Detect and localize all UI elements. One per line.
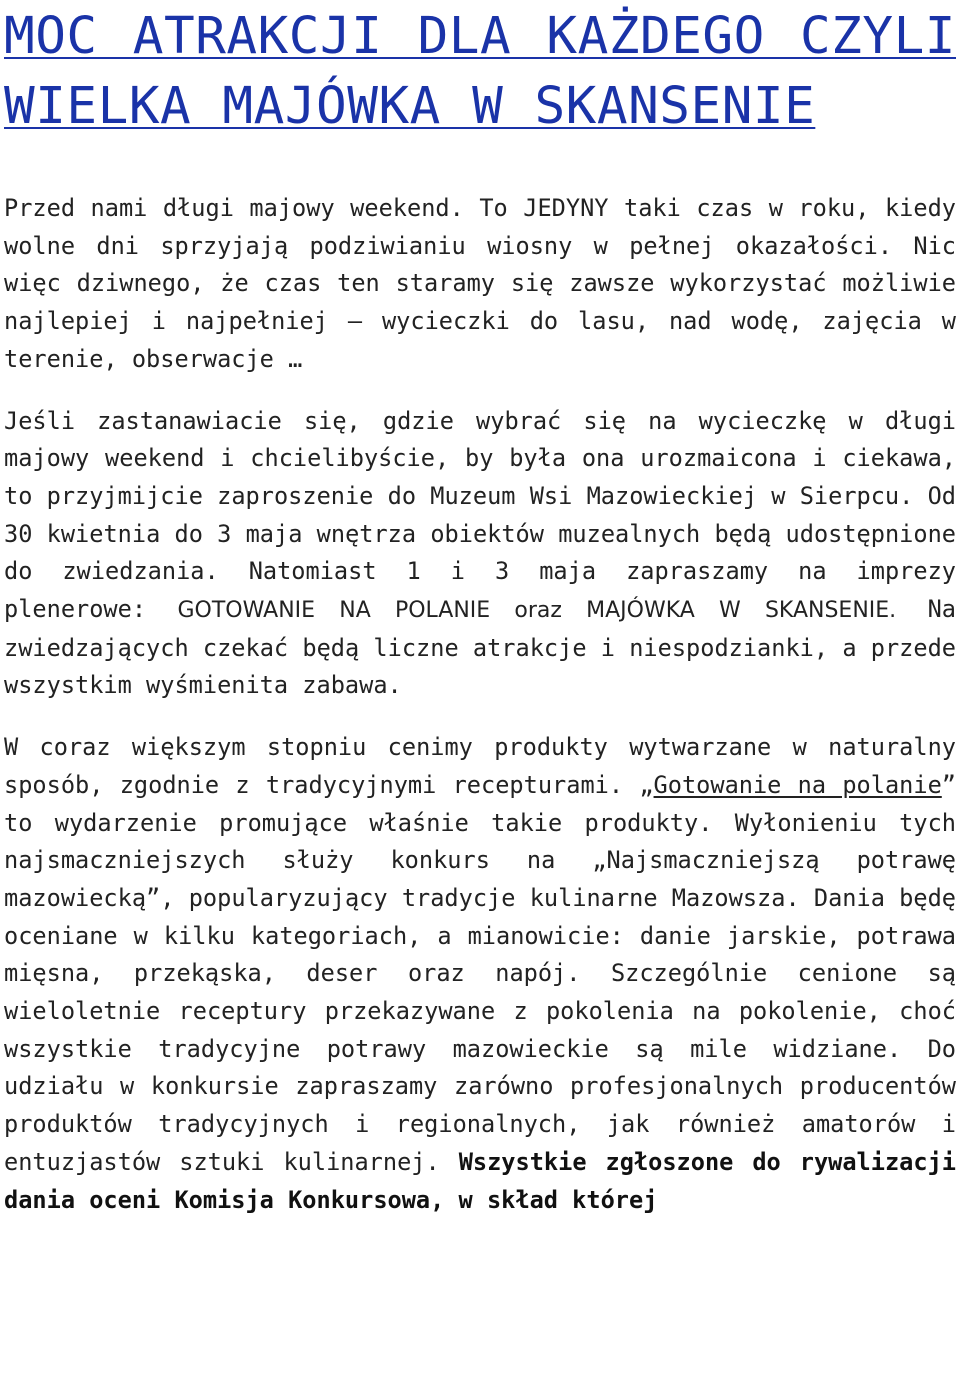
quote-close: ” [941, 770, 956, 799]
article-title-link[interactable]: MOC ATRAKCJI DLA KAŻDEGO CZYLI WIELKA MAJÓWKA W SKANSENIE [4, 7, 956, 136]
intro-paragraph: Przed nami długi majowy weekend. To JEDYNY taki czas w roku, kiedy wolne dni sprzyjają podziwianiu wiosny w pełnej okazałości. Nic więc dziwnego, że czas ten staramy się zawsze wykorzystać możliwie najlepiej i najpełniej – wycieczki do lasu, nad wodę, zajęcia w terenie, obserwacje … [4, 194, 956, 373]
invitation-text: Jeśli zastanawiacie się, gdzie wybrać się na wycieczkę w długi majowy weekend i chcielibyście, by była ona urozmaicona i ciekawa, to przyjmijcie zaproszenie do Muzeum Wsi Mazowieckiej w Sierpcu. Od 30 kwietnia do 3 maja wnętrza obiektów muzealnych będą udostępnione do zwiedzania. Natomiast 1 i 3 maja zapraszamy na imprezy plenerowe: [4, 406, 956, 624]
contest-paragraph [4, 729, 956, 1219]
contest-body: to wydarzenie promujące właśnie takie produkty. Wyłonieniu tych najsmaczniejszych służy konkurs na „Najsmaczniejszą potrawę mazowiecką”, popularyzujący tradycje kulinarne Mazowsza. Dania będę oceniane w kilku kategoriach, a mianowicie: danie jarskie, potrawa mięsna, przekąska, deser oraz napój. Szczególnie cenione są wieloletnie receptury przekazywane z pokolenia na pokolenie, choć wszystkie tradycyjne potrawy mazowieckie są mile widziane. Do udziału w konkursie zapraszamy zarówno profesjonalnych producentów produktów tradycyjnych i regionalnych, jak również amatorów i entuzjastów sztuki kulinarnej. [4, 808, 956, 1176]
article [4, 0, 956, 1219]
gotowanie-na-polanie-link[interactable]: Gotowanie na polanie [653, 770, 942, 799]
contest-bold-note: Wszystkie zgłoszone do rywalizacji dania oceni Komisja Konkursowa, w skład której [4, 1147, 956, 1214]
quote-open: „ [639, 770, 654, 799]
invitation-text-continued: Na zwiedzających czekać będą liczne atrakcje i niespodzianki, a przede wszystkim wyśmienita zabawa. [4, 595, 956, 700]
invitation-paragraph [4, 403, 956, 706]
article-title [4, 0, 956, 142]
contest-intro: W coraz większym stopniu cenimy produkty wytwarzane w naturalny sposób, zgodnie z tradycyjnymi recepturami. [4, 733, 956, 799]
events-names: GOTOWANIE NA POLANIE oraz MAJÓWKA W SKANSENIE. [177, 598, 897, 624]
